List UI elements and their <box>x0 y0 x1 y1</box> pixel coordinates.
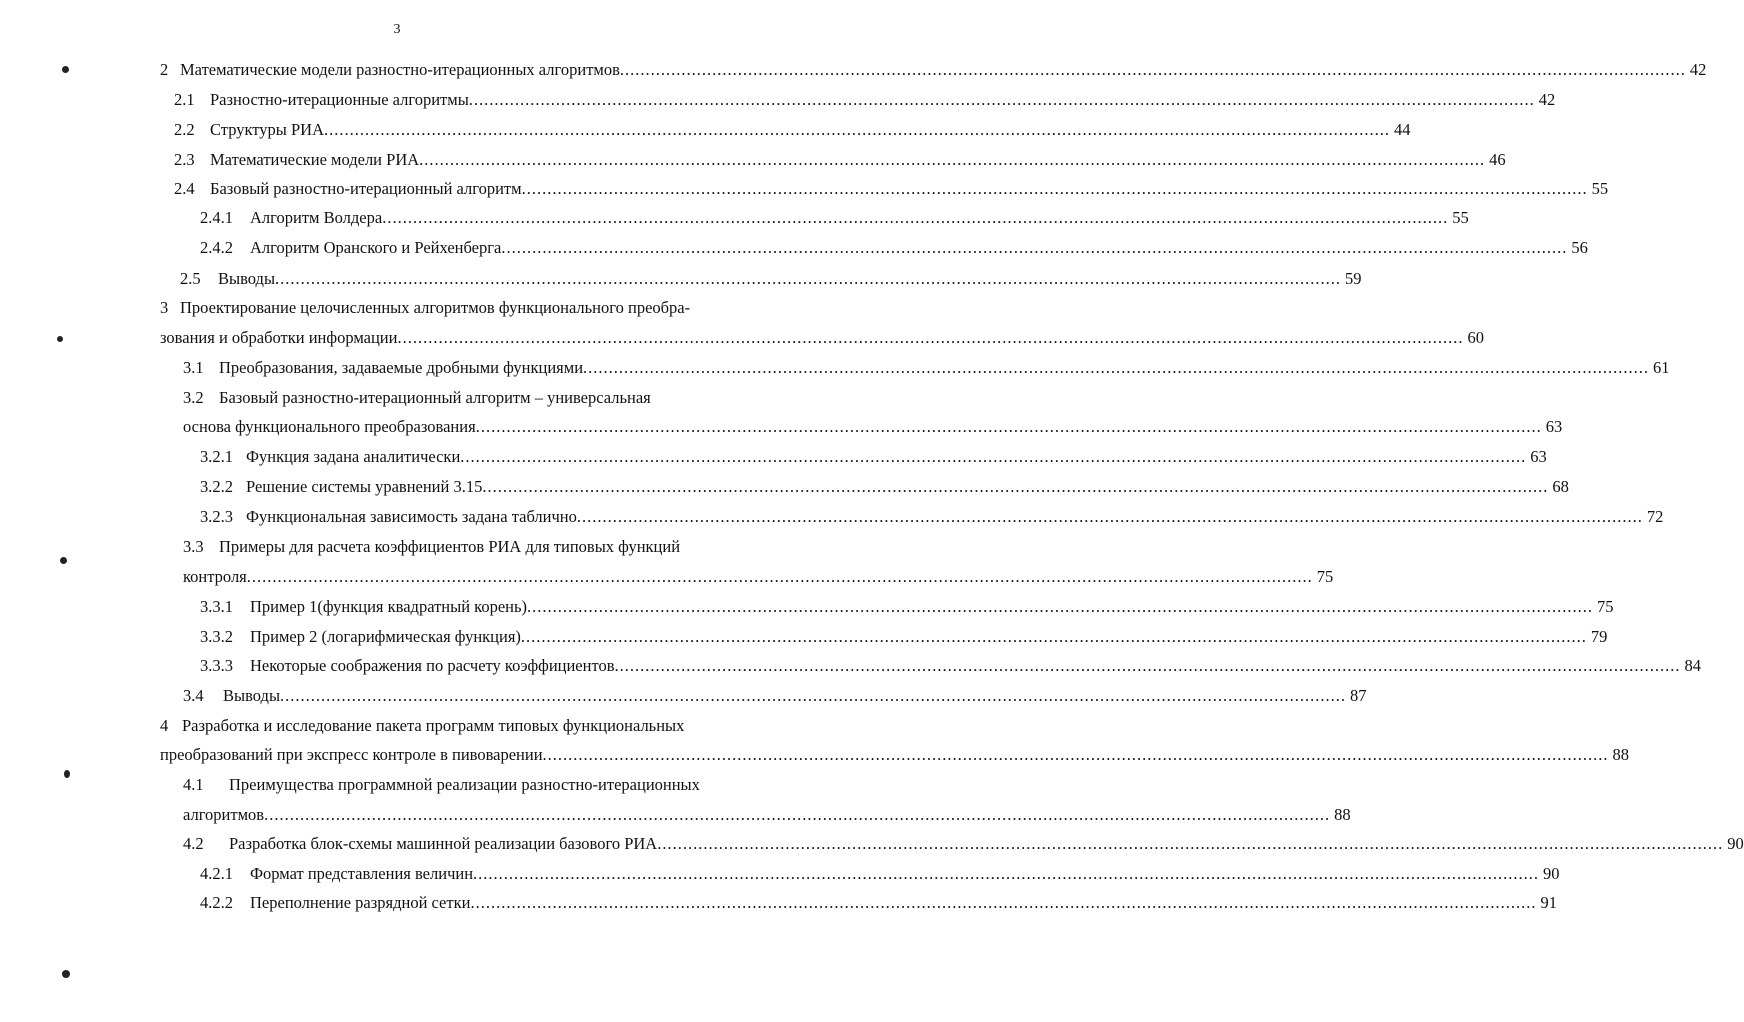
toc-entry[interactable] <box>200 888 1557 918</box>
toc-leader <box>577 502 1643 532</box>
toc-title: Формат представления величин <box>250 864 474 883</box>
toc-page: 46 <box>1489 150 1506 169</box>
toc-leader <box>324 115 1390 145</box>
toc-number: 3.3.2 <box>200 627 233 646</box>
toc-entry[interactable] <box>200 622 1608 652</box>
toc-title: Разработка и исследование пакета программ типовых функциональных <box>182 716 685 735</box>
page-number: 3 <box>393 22 401 37</box>
toc-title: контроля <box>183 567 247 586</box>
toc-entry[interactable] <box>160 740 1630 770</box>
toc-entry[interactable] <box>174 115 1411 145</box>
toc-page: 72 <box>1646 507 1664 526</box>
toc-leader <box>522 174 1588 204</box>
toc-title: Примеры для расчета коэффициентов РИА для типовых функций <box>219 537 681 556</box>
toc-page: 75 <box>1597 597 1614 616</box>
toc-leader <box>657 829 1723 859</box>
toc-entry[interactable] <box>200 592 1614 622</box>
toc-number: 3.2.1 <box>200 447 233 466</box>
toc-title: Пример 1(функция квадратный корень) <box>250 597 528 616</box>
toc-page: 84 <box>1684 656 1701 675</box>
toc-page: 87 <box>1350 686 1367 705</box>
toc-title: Структуры РИА <box>210 120 324 139</box>
toc-title: Преимущества программной реализации разностно-итерационных <box>229 775 700 794</box>
toc-number: 3.3.1 <box>200 597 233 616</box>
toc-page: 75 <box>1316 567 1334 586</box>
toc-number: 4 <box>160 716 169 735</box>
toc-page: 90 <box>1543 864 1560 883</box>
toc-title: Математические модели разностно-итерационных алгоритмов <box>180 60 620 79</box>
toc-entry[interactable] <box>160 55 1707 85</box>
toc-page: 68 <box>1552 477 1569 496</box>
toc-page: 79 <box>1590 627 1608 646</box>
toc-title: Функция задана аналитически <box>246 447 461 466</box>
toc-leader <box>476 412 1542 442</box>
toc-number: 4.2 <box>183 834 204 853</box>
toc-title: Решение системы уравнений 3.15 <box>246 477 483 496</box>
toc-number: 2.4.2 <box>200 238 233 257</box>
toc-entry-line1[interactable] <box>183 770 730 800</box>
toc-page: 91 <box>1540 893 1557 912</box>
toc-title: Переполнение разрядной сетки <box>250 893 471 912</box>
toc-leader <box>527 592 1593 622</box>
toc-page: 56 <box>1571 238 1588 257</box>
toc-entry[interactable] <box>174 85 1556 115</box>
toc-page: 63 <box>1530 447 1547 466</box>
toc-number: 2 <box>160 60 169 79</box>
toc-entry-line1[interactable] <box>160 293 730 323</box>
scan-blot <box>57 336 63 342</box>
toc-leader <box>620 55 1686 85</box>
toc-leader <box>419 145 1485 175</box>
toc-title: Выводы <box>218 269 276 288</box>
scan-blot <box>62 970 70 978</box>
scan-blot <box>64 770 70 778</box>
toc-number: 2.4 <box>174 179 195 198</box>
toc-number: 2.2 <box>174 120 195 139</box>
toc-leader <box>470 888 1536 918</box>
toc-leader <box>280 681 1346 711</box>
toc-page: 61 <box>1653 358 1670 377</box>
toc-leader <box>382 203 1448 233</box>
toc-page: 90 <box>1727 834 1744 853</box>
toc-leader <box>469 85 1535 115</box>
toc-title: Преобразования, задаваемые дробными функциями <box>219 358 584 377</box>
toc-page: 59 <box>1345 269 1362 288</box>
toc-entry[interactable] <box>183 353 1670 383</box>
toc-entry[interactable] <box>183 829 1744 859</box>
toc-number: 3.3 <box>183 537 204 556</box>
toc-title: Функциональная зависимость задана таблично <box>246 507 577 526</box>
toc-page: 63 <box>1545 417 1563 436</box>
scan-blot <box>60 557 67 564</box>
toc-page: 44 <box>1394 120 1411 139</box>
toc-number: 2.5 <box>180 269 201 288</box>
toc-entry[interactable] <box>160 323 1484 353</box>
toc-title: зования и обработки информации <box>160 328 398 347</box>
toc-title: Базовый разностно-итерационный алгоритм <box>210 179 522 198</box>
toc-title: Проектирование целочисленных алгоритмов функционального преобра- <box>180 298 691 317</box>
toc-number: 3 <box>160 298 169 317</box>
toc-entry[interactable] <box>200 502 1664 532</box>
toc-title: основа функционального преобразования <box>183 417 476 436</box>
toc-title: Разработка блок-схемы машинной реализации базового РИА <box>229 834 658 853</box>
toc-number: 3.1 <box>183 358 204 377</box>
toc-entry[interactable] <box>200 859 1560 889</box>
toc-title: алгоритмов <box>183 805 265 824</box>
toc-number: 3.4 <box>183 686 204 705</box>
toc-entry[interactable] <box>174 145 1506 175</box>
toc-title: преобразований при экспресс контроле в пивоварении <box>160 745 543 764</box>
toc-leader <box>501 233 1567 263</box>
toc-title: Разностно-итерационные алгоритмы <box>210 90 469 109</box>
toc-entry[interactable] <box>183 562 1334 592</box>
toc-title: Выводы <box>223 686 281 705</box>
toc-leader <box>543 740 1609 770</box>
toc-number: 4.1 <box>183 775 204 794</box>
toc-number: 4.2.2 <box>200 893 233 912</box>
toc-entry[interactable] <box>200 651 1701 681</box>
toc-number: 3.2.3 <box>200 507 233 526</box>
toc-title: Алгоритм Волдера <box>250 208 383 227</box>
toc-title: Базовый разностно-итерационный алгоритм – универсальная <box>219 388 651 407</box>
toc-entry[interactable] <box>183 412 1563 442</box>
toc-leader <box>247 562 1313 592</box>
toc-number: 3.2 <box>183 388 204 407</box>
toc-number: 2.3 <box>174 150 195 169</box>
toc-entry-line1[interactable] <box>160 711 730 741</box>
toc-leader <box>521 622 1587 652</box>
toc-number: 2.1 <box>174 90 195 109</box>
toc-page: 55 <box>1452 208 1469 227</box>
toc-entry[interactable] <box>200 442 1547 472</box>
toc-page: 60 <box>1467 328 1484 347</box>
toc-leader <box>460 442 1526 472</box>
toc-entry[interactable] <box>183 681 1367 711</box>
toc-entry[interactable] <box>183 800 1351 830</box>
toc-entry-line1[interactable] <box>183 383 730 413</box>
toc-page: 55 <box>1591 179 1609 198</box>
toc-number: 3.2.2 <box>200 477 233 496</box>
toc-page: 88 <box>1612 745 1630 764</box>
toc-number: 4.2.1 <box>200 864 233 883</box>
toc-number: 2.4.1 <box>200 208 233 227</box>
toc-entry[interactable] <box>174 174 1609 204</box>
toc-number: 3.3.3 <box>200 656 233 675</box>
toc-leader <box>275 264 1341 294</box>
toc-entry[interactable] <box>200 472 1569 502</box>
toc-entry[interactable] <box>200 203 1469 233</box>
toc-entry[interactable] <box>200 233 1588 263</box>
toc-page: 42 <box>1689 60 1707 79</box>
toc-title: Пример 2 (логарифмическая функция) <box>250 627 521 646</box>
toc-leader <box>583 353 1649 383</box>
toc-leader <box>482 472 1548 502</box>
toc-leader <box>397 323 1463 353</box>
toc-leader <box>615 651 1681 681</box>
toc-page: 42 <box>1538 90 1556 109</box>
toc-title: Алгоритм Оранского и Рейхенберга <box>250 238 502 257</box>
toc-title: Некоторые соображения по расчету коэффициентов <box>250 656 615 675</box>
toc-entry-line1[interactable] <box>183 532 730 562</box>
toc-title: Математические модели РИА <box>210 150 420 169</box>
toc-entry[interactable] <box>180 264 1362 294</box>
toc-page: 88 <box>1334 805 1351 824</box>
toc-leader <box>264 800 1330 830</box>
scan-blot <box>62 66 69 73</box>
toc-leader <box>473 859 1539 889</box>
